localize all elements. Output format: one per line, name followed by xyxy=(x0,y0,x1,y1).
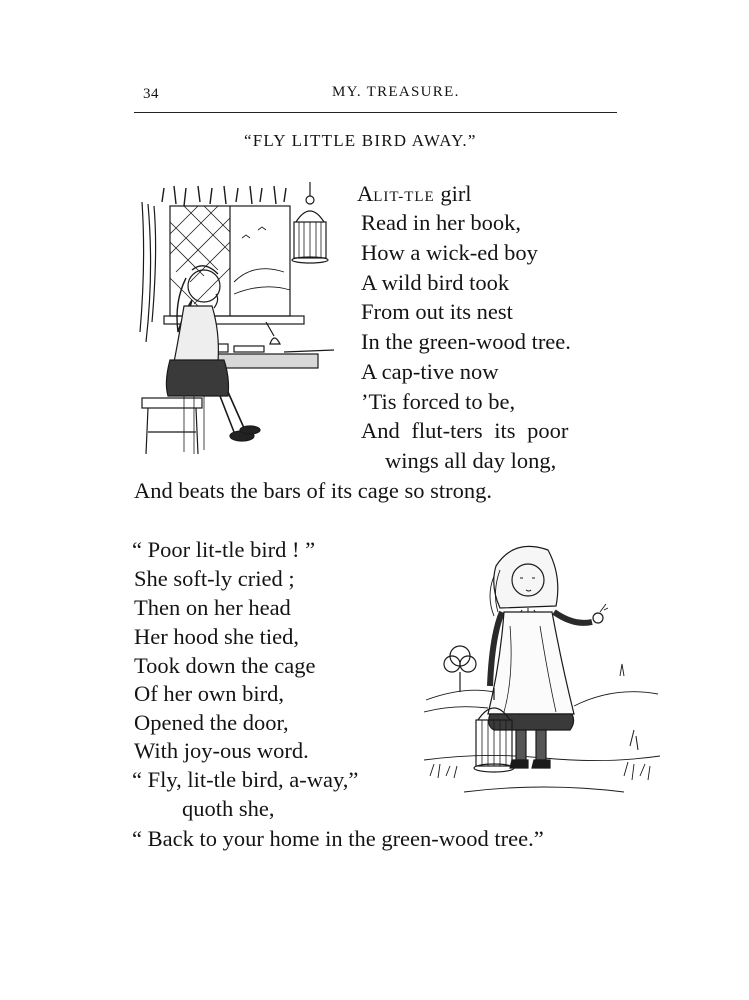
poem-line: In the green-wood tree. xyxy=(361,329,571,354)
poem-line: “ Back to your home in the green-wood tree.” xyxy=(132,826,544,851)
poem-line: “ Poor lit-tle bird ! ” xyxy=(132,537,316,562)
poem-line: “ Fly, lit-tle bird, a-way,” xyxy=(132,767,359,792)
first-line-smallcaps: LIT-TLE xyxy=(373,189,435,205)
page-number: 34 xyxy=(143,86,159,102)
first-line-rest: girl xyxy=(434,181,472,206)
poem-line: And flut-ters its poor xyxy=(361,418,569,443)
girl-with-cage-illustration xyxy=(424,536,664,798)
girl-reading-illustration xyxy=(134,182,346,462)
poem-line: Of her own bird, xyxy=(134,681,284,706)
poem-line: Her hood she tied, xyxy=(134,624,299,649)
poem-line: With joy-ous word. xyxy=(134,738,309,763)
first-line-initial: A xyxy=(357,181,374,206)
poem-line: quoth she, xyxy=(182,796,275,821)
poem-line: wings all day long, xyxy=(385,448,557,473)
poem-line: She soft-ly cried ; xyxy=(134,566,295,591)
poem-title: “FLY LITTLE BIRD AWAY.” xyxy=(244,131,477,150)
poem-line: How a wick-ed boy xyxy=(361,240,538,265)
running-title: MY. TREASURE. xyxy=(332,84,460,100)
poem-line: ’Tis forced to be, xyxy=(361,389,516,414)
poem-line: Read in her book, xyxy=(361,210,521,235)
poem-line: A cap-tive now xyxy=(361,359,499,384)
poem-line: And beats the bars of its cage so strong. xyxy=(134,478,493,503)
poem-line: Then on her head xyxy=(134,595,291,620)
header-rule xyxy=(134,112,617,113)
poem-line: Took down the cage xyxy=(134,653,316,678)
poem-line: From out its nest xyxy=(361,299,513,324)
poem-line xyxy=(357,181,472,210)
poem-line: Opened the door, xyxy=(134,710,289,735)
poem-line: A wild bird took xyxy=(361,270,510,295)
